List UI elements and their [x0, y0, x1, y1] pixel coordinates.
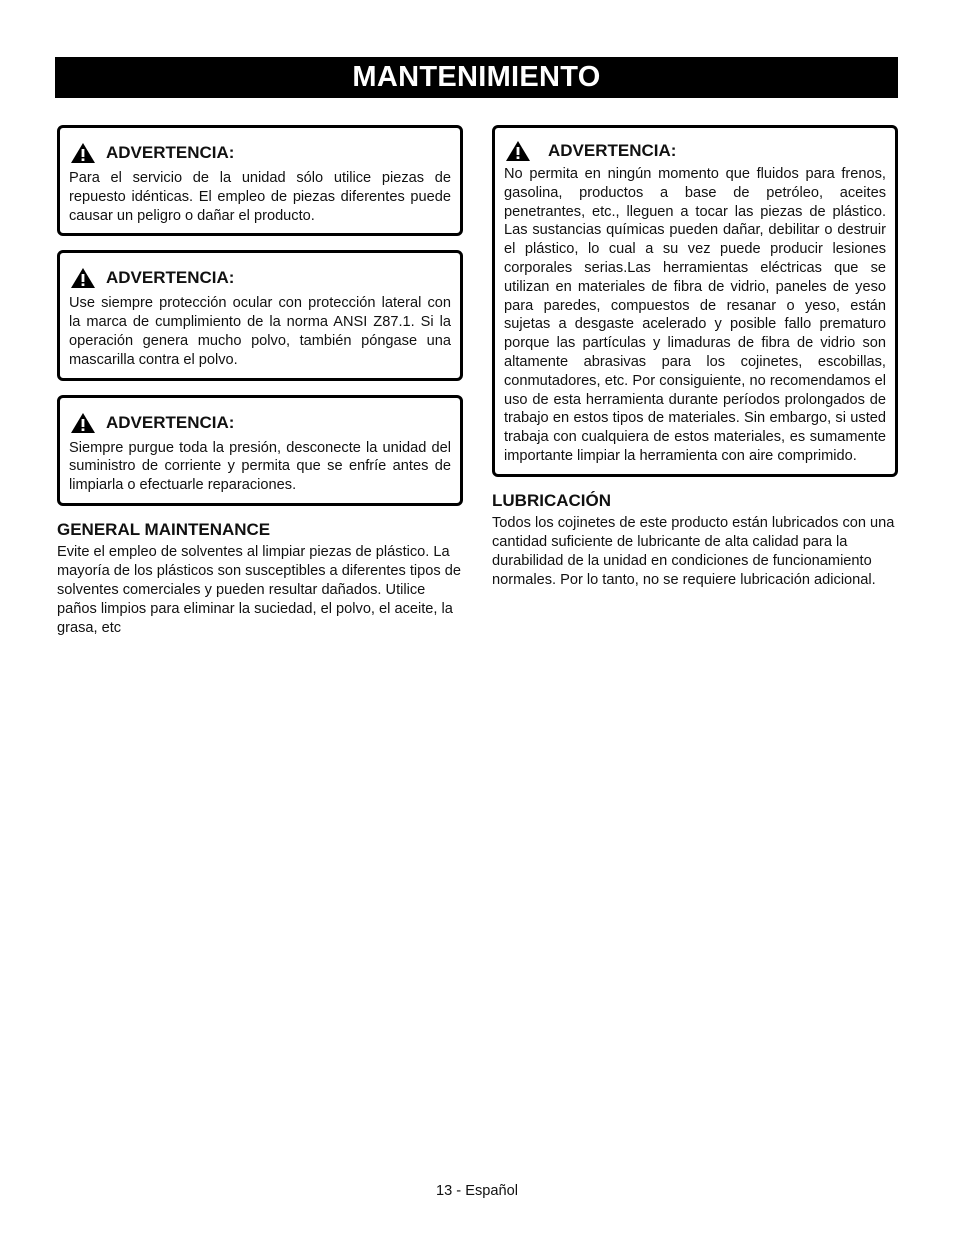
warning-header [69, 267, 451, 289]
warning-triangle-icon [505, 140, 531, 162]
warning-triangle-icon [70, 142, 96, 164]
warning-box-purge-pressure [57, 395, 463, 506]
warning-box-replacement-parts [57, 125, 463, 236]
section-title-general-maintenance: GENERAL MAINTENANCE [57, 519, 271, 539]
right-column [492, 125, 898, 590]
warning-header [504, 140, 886, 162]
warning-heading: ADVERTENCIA: [106, 412, 235, 432]
section-title-lubrication: LUBRICACIÓN [492, 490, 611, 510]
warning-triangle-icon [70, 267, 96, 289]
page-number: 13 - Español [436, 1183, 518, 1199]
warning-text: No permita en ningún momento que fluidos para frenos, gasolina, productos a base de petróleo, aceites penetrantes, etc., lleguen a tocar las piezas de plástico. Las sustancias químicas pueden dañar, debilitar o destruir el plástico, lo cual a su vez puede producir lesiones corporales serias.Las herramientas eléctricas que se utilizan en materiales de fibra de vidrio, paneles de yeso para paredes, compuestos de resanar o yeso, están sujetas a desgaste acelerado y posible fallo prematuro porque las partículas y limaduras de fibra de vidrio son altamente abrasivas para los cojinetes, escobillas, conmutadores, etc. Por consiguiente, no recomendamos el uso de esta herramienta durante períodos prolongados de trabajo en estos tipos de materiales. Sin embargo, si usted trabaja con cualquiera de estos materiales, es sumamente importante limpiar la herramienta con aire comprimido. [504, 166, 886, 464]
warning-box-fluids-plastics [492, 125, 898, 477]
warning-triangle-icon [70, 412, 96, 434]
warning-text: Para el servicio de la unidad sólo utilice piezas de repuesto idénticas. El empleo de piezas diferentes puede causar un peligro o dañar el producto. [69, 170, 451, 224]
warning-text: Use siempre protección ocular con protección lateral con la marca de cumplimiento de la norma ANSI Z87.1. Si la operación genera mucho polvo, también póngase una mascarilla contra el polvo. [69, 295, 451, 368]
left-column [57, 125, 463, 638]
warning-header [69, 142, 451, 164]
warning-text: Siempre purgue toda la presión, desconecte la unidad del suministro de corriente y permita que se enfríe antes de limpiarla o efectuarle reparaciones. [69, 439, 451, 494]
section-text-general-maintenance: Evite el empleo de solventes al limpiar piezas de plástico. La mayoría de los plásticos son susceptibles a diferentes tipos de solventes comerciales y pueden resultar dañados. Utilice paños limpios para eliminar la suciedad, el polvo, el aceite, la grasa, etc [57, 543, 461, 636]
page-title: MANTENIMIENTO [55, 57, 898, 98]
section-text-lubrication: Todos los cojinetes de este producto están lubricados con una cantidad suficiente de lubricante de alta calidad para la durabilidad de la unidad en condiciones de funcionamiento normales. Por lo tanto, no se requiere lubricación adicional. [492, 514, 895, 588]
warning-box-eye-protection [57, 250, 463, 380]
warning-header [69, 412, 451, 434]
warning-heading: ADVERTENCIA: [548, 141, 677, 160]
warning-heading: ADVERTENCIA: [106, 268, 235, 288]
warning-heading: ADVERTENCIA: [106, 143, 235, 162]
